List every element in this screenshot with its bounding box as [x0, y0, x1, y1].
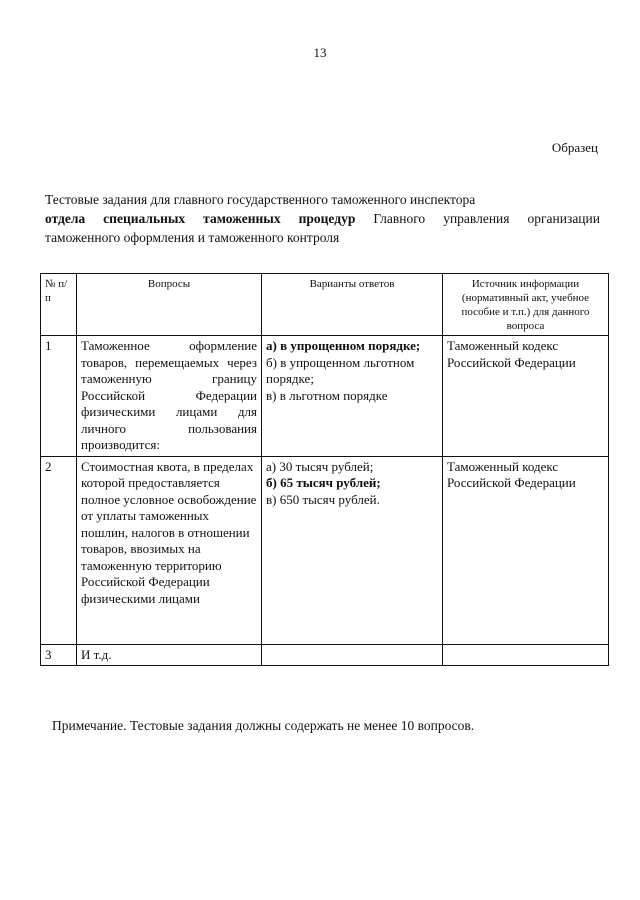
row-question: И т.д.	[77, 644, 262, 666]
title-line-2-bold: отдела специальных таможенных процедур	[45, 211, 356, 226]
row-num: 1	[41, 336, 77, 457]
page-number: 13	[313, 45, 327, 60]
answer-option: а) в упрощенном порядке;	[266, 338, 421, 353]
row-source: Таможенный кодекс Российской Федерации	[443, 456, 609, 644]
table-header-row	[41, 274, 609, 336]
answer-option: б) 65 тысяч рублей;	[266, 475, 381, 490]
row-source	[443, 644, 609, 666]
row-question: Таможенное оформление товаров, перемещаемых через таможенную границу Российской Федерации физическими лицами для личного пользования производится:	[77, 336, 262, 457]
title-line-1: Тестовые задания для главного государственного таможенного инспектора	[45, 192, 476, 207]
row-answers	[262, 644, 443, 666]
sample-label: Образец	[551, 140, 598, 155]
answer-option: в) 650 тысяч рублей.	[266, 491, 380, 507]
row-question: Стоимостная квота, в пределах которой предоставляется полное условное освобождение от уплаты таможенных пошлин, налогов в отношении товаров, ввозимых на таможенную территорию Российской Федерации физическими лицами	[77, 456, 262, 644]
table-row	[41, 336, 609, 457]
row-answers	[262, 336, 443, 457]
table-row	[41, 456, 609, 644]
title-line-2	[45, 209, 600, 228]
title-line-2-rest: Главного управления организации	[355, 211, 600, 226]
header-questions: Вопросы	[77, 274, 262, 336]
answer-option: а) 30 тысяч рублей;	[266, 458, 374, 474]
header-num: № п/п	[41, 274, 77, 336]
row-num: 3	[41, 644, 77, 666]
row-num: 2	[41, 456, 77, 644]
test-tasks-table	[40, 273, 609, 666]
footnote: Примечание. Тестовые задания должны содержать не менее 10 вопросов.	[52, 718, 475, 733]
document-title	[45, 190, 600, 247]
title-line-3: таможенного оформления и таможенного контроля	[45, 230, 340, 245]
header-answers: Варианты ответов	[262, 274, 443, 336]
answer-option: б) в упрощенном льготном порядке;	[266, 354, 415, 386]
answer-option: в) в льготном порядке	[266, 387, 388, 403]
row-source: Таможенный кодекс Российской Федерации	[443, 336, 609, 457]
row-answers	[262, 456, 443, 644]
header-source: Источник информации (нормативный акт, учебное пособие и т.п.) для данного вопроса	[443, 274, 609, 336]
table-row	[41, 644, 609, 666]
